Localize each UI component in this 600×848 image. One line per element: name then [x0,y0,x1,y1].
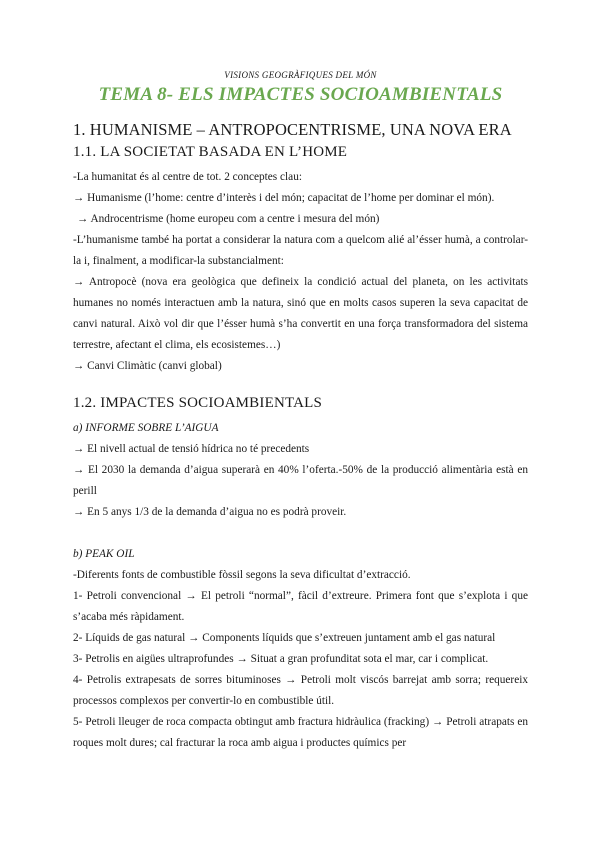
paragraph: 3- Petrolis en aigües ultraprofundes → Situat a gran profunditat sota el mar, car i complicat. [73,653,489,665]
paragraph: 1- Petroli convencional → El petroli “normal”, fàcil d’extreure. Primera font que s’explota i que s’acaba més ràpidament. [73,590,528,623]
paragraph: 5- Petroli lleuger de roca compacta obtingut amb fractura hidràulica (fracking) → Petroli atrapats en roques molt dures; cal fracturar la roca amb aigua i productes químics per [73,716,528,749]
paragraph: 2- Líquids de gas natural → Components líquids que s’extreuen juntament amb el gas natural [73,632,496,644]
paragraph: -L’humanisme també ha portat a considerar la natura com a quelcom alié al’ésser humà, a controlar-la i, finalment, a modificar-la substancialment: [73,234,528,267]
paragraph: -Diferents fonts de combustible fòssil segons la seva dificultat d’extracció. [73,569,411,581]
paragraph: → El 2030 la demanda d’aigua superarà en 40% l’oferta.-50% de la producció alimentària està en perill [73,464,528,497]
spacer [73,523,528,544]
paragraph: -La humanitat és al centre de tot. 2 conceptes clau: [73,171,302,183]
section-1-2-heading: 1.2. IMPACTES SOCIOAMBIENTALS [73,395,323,411]
paragraph: → Antropocè (nova era geològica que defineix la condició actual del planeta, on les activitats humanes no només interactuen amb la natura, sinó que en molts casos superen la seva capacitat de canvi natural. Això vol dir que l’ésser humà s’ha convertit en una força transformadora del sistema terrestre, afectant el clima, els ecosistemes…) [73,276,528,351]
page-header: VISIONS GEOGRÀFIQUES DEL MÓN [224,70,377,80]
paragraph: → Androcentrisme (home europeu com a centre i mesura del món) [77,213,380,225]
section-1-1-heading: 1.1. LA SOCIETAT BASADA EN L’HOME [73,144,348,160]
paragraph: → El nivell actual de tensió hídrica no té precedents [73,443,310,455]
paragraph: → Humanisme (l’home: centre d’interès i del món; capacitat de l’home per dominar el món). [73,192,495,204]
paragraph: 4- Petrolis extrapesats de sorres bituminoses → Petroli molt viscós barrejat amb sorra; requereix processos complexos per convertir-lo en combustible útil. [73,674,528,707]
subsection-a-title: a) INFORME SOBRE L’AIGUA [73,422,219,434]
document-title: TEMA 8- ELS IMPACTES SOCIOAMBIENTALS [98,84,503,105]
subsection-b-title: b) PEAK OIL [73,548,135,560]
paragraph: → En 5 anys 1/3 de la demanda d’aigua no es podrà proveir. [73,506,347,518]
paragraph: → Canvi Climàtic (canvi global) [73,360,222,372]
section-1-heading: 1. HUMANISME – ANTROPOCENTRISME, UNA NOVA ERA [73,120,512,139]
